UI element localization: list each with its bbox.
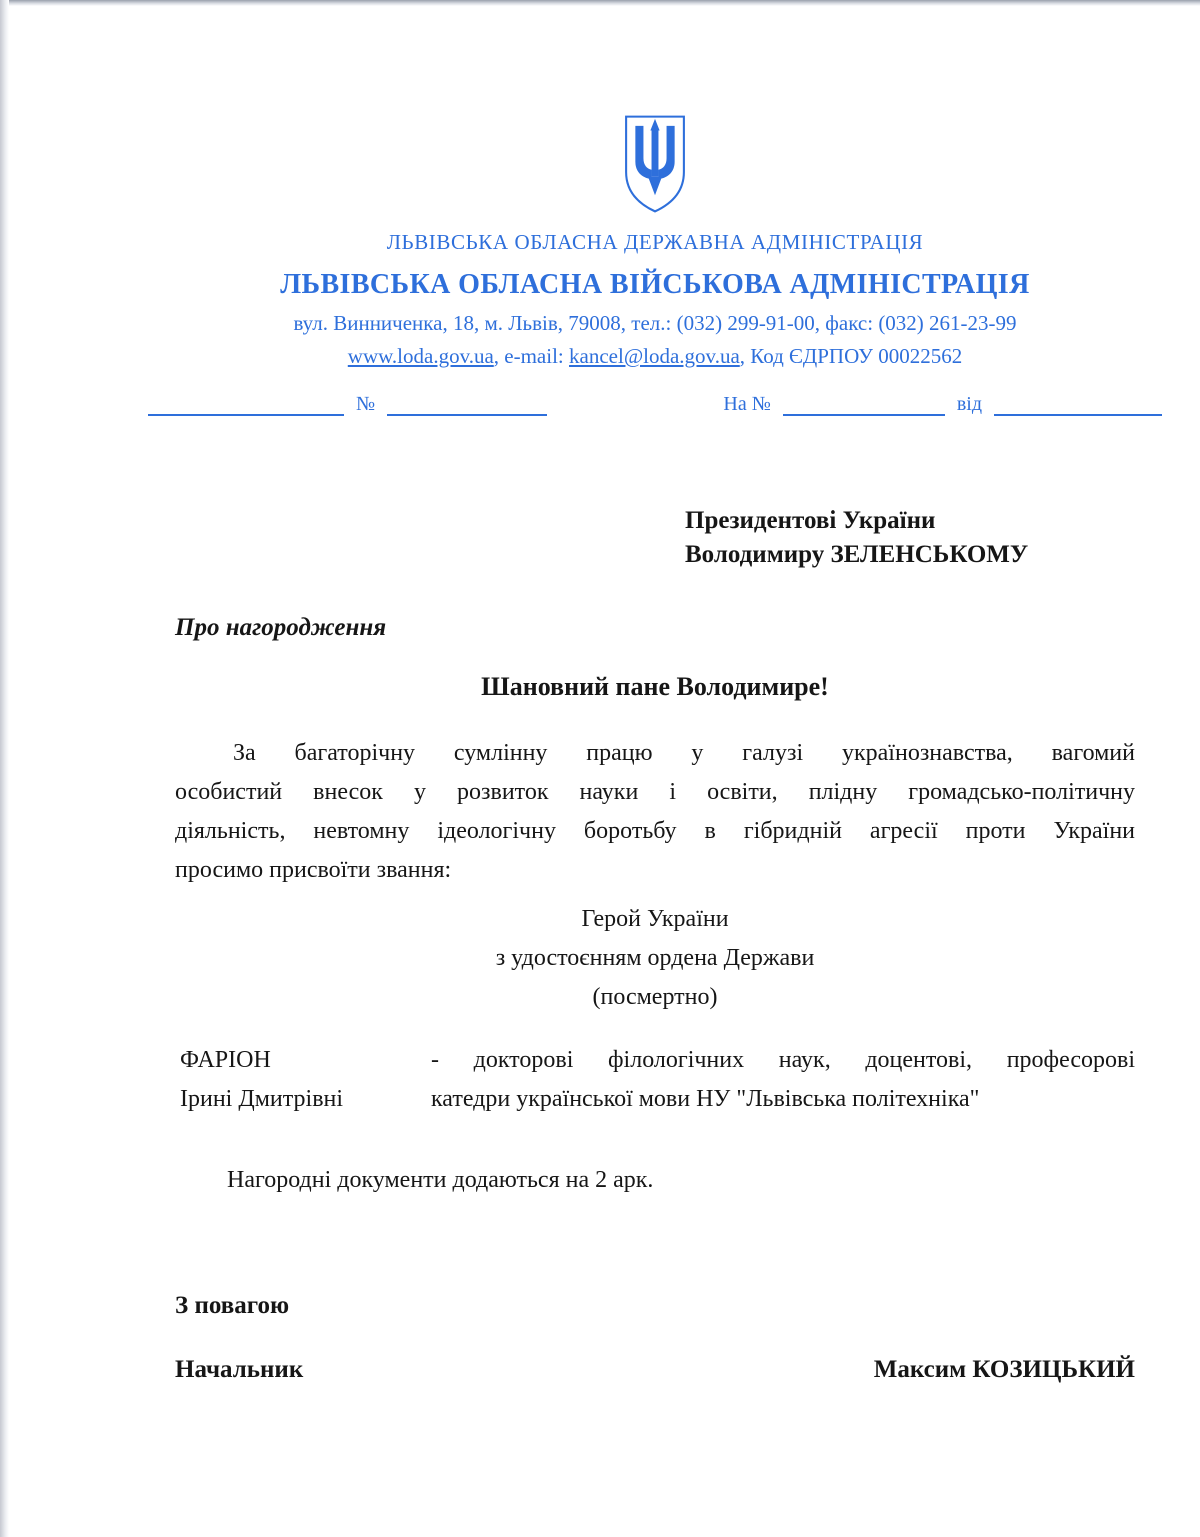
attachment-note: Нагородні документи додаються на 2 арк. <box>227 1167 654 1193</box>
nominee-row <box>175 1041 1135 1119</box>
email-link[interactable]: kancel@loda.gov.ua <box>569 344 740 368</box>
body-line-1: За багаторічну сумлінну працю у галузі українознавства, вагомий <box>233 740 1135 766</box>
edrpou-code-text: , Код ЄДРПОУ 00022562 <box>739 344 963 368</box>
subject-line: Про нагородження <box>175 614 387 641</box>
signer-title: Начальник <box>175 1356 304 1383</box>
nominee-name-column <box>175 1041 431 1119</box>
nominee-given-name: Ірині Дмитрівні <box>180 1086 344 1112</box>
blank-line-incoming-number <box>783 401 945 416</box>
nominee-description-line1: - докторові філологічних наук, доцентові, професорові <box>431 1047 1135 1073</box>
body-paragraph <box>175 734 1135 890</box>
blank-line-incoming-date <box>994 401 1162 416</box>
ref-label-from: від <box>956 393 982 415</box>
body-line-2: особистий внесок у розвиток науки і освіти, плідну громадсько-політичну <box>175 779 1135 805</box>
reference-line <box>148 393 1162 416</box>
recipient-line1: Президентові України <box>685 507 936 534</box>
recipient-block <box>685 504 1135 572</box>
signature-row <box>175 1356 1135 1384</box>
closing-line: З повагою <box>175 1292 290 1319</box>
ref-label-no: № <box>356 393 376 415</box>
ref-label-on-no: На № <box>723 393 771 415</box>
blank-line-date <box>148 401 344 416</box>
reference-incoming-group <box>723 393 1162 416</box>
nominee-description-column <box>431 1041 1135 1119</box>
letter-content <box>0 112 1200 1384</box>
body-line-4: просимо присвоїти звання: <box>175 857 452 883</box>
ukraine-trident-icon <box>617 112 693 216</box>
org-parent-line: ЛЬВІВСЬКА ОБЛАСНА ДЕРЖАВНА АДМІНІСТРАЦІЯ <box>386 230 924 254</box>
nominee-description-line2: катедри української мови НУ "Львівська політехніка" <box>431 1086 980 1112</box>
page-scan-edge-top <box>0 0 1200 6</box>
blank-line-number <box>387 401 547 416</box>
letterhead <box>175 112 1135 416</box>
body-line-3: діяльність, невтомну ідеологічну боротьбу в гібридній агресії проти України <box>175 818 1135 844</box>
award-line-2: з удостоєнням ордена Держави <box>495 945 815 971</box>
award-title-block <box>175 900 1135 1017</box>
award-line-1: Герой України <box>581 906 729 932</box>
email-prefix-text: , e-mail: <box>493 344 570 368</box>
address-line: вул. Винниченка, 18, м. Львів, 79008, тел.: (032) 299-91-00, факс: (032) 261-23-99 <box>293 311 1017 335</box>
award-line-3: (посмертно) <box>592 984 718 1010</box>
recipient-line2: Володимиру ЗЕЛЕНСЬКОМУ <box>685 541 1029 568</box>
salutation-line: Шановний пане Володимире! <box>481 672 829 701</box>
reference-outgoing-group <box>148 393 547 416</box>
website-link[interactable]: www.loda.gov.ua <box>347 344 494 368</box>
contacts-line <box>175 344 1135 369</box>
nominee-surname: ФАРІОН <box>180 1047 271 1073</box>
signer-name: Максим КОЗИЦЬКИЙ <box>873 1356 1135 1383</box>
org-name-line: ЛЬВІВСЬКА ОБЛАСНА ВІЙСЬКОВА АДМІНІСТРАЦІЯ <box>280 269 1030 300</box>
